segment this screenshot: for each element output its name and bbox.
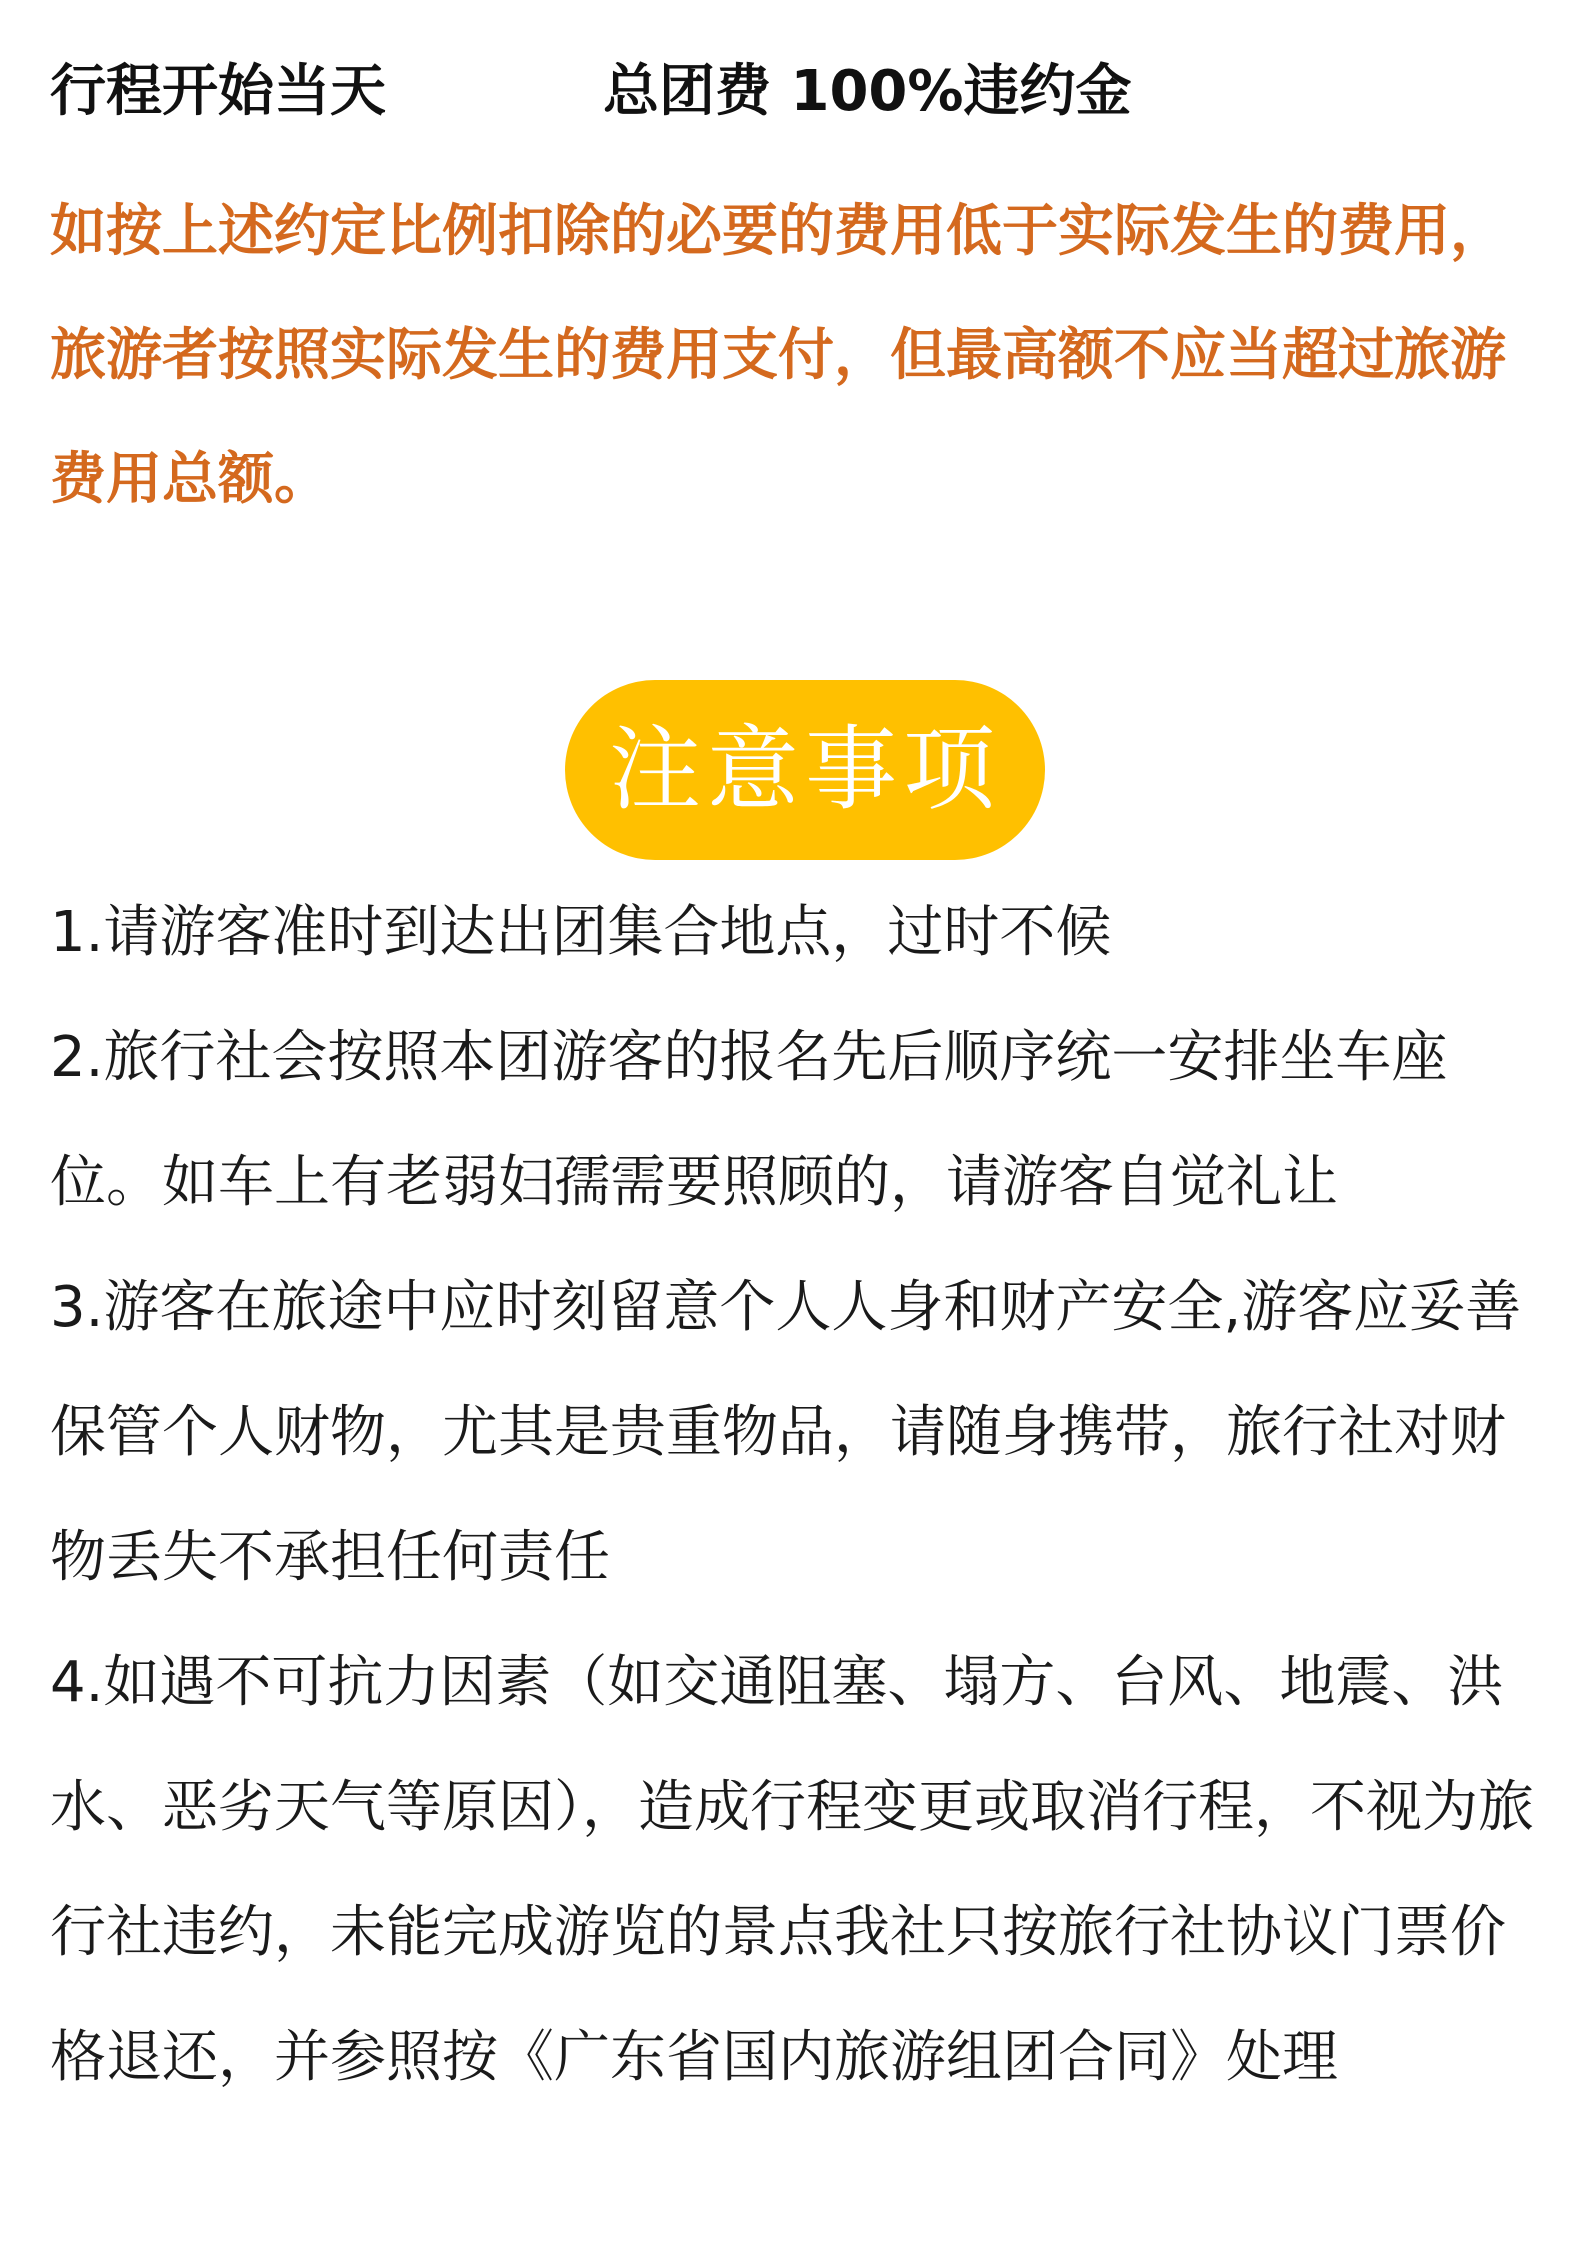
penalty-amount-label: 总团费 100%违约金 (603, 59, 1132, 124)
notice-title-badge: 注意事项 (565, 680, 1045, 860)
notice-item-4: 4.如遇不可抗力因素（如交通阻塞、塌方、台风、地震、洪水、恶劣天气等原因），造成行程变更或取消行程，不视为旅行社违约，未能完成游览的景点我社只按旅行社协议门票价格退还，并参照按《广东省国内旅游组团合同》处理 (50, 1650, 1534, 2090)
penalty-timing-label: 行程开始当天 (50, 59, 386, 124)
notice-item-1: 1.请游客准时到达出团集合地点，过时不候 (50, 900, 1112, 965)
penalty-note: 如按上述约定比例扣除的必要的费用低于实际发生的费用，旅游者按照实际发生的费用支付，但最高额不应当超过旅游费用总额。 (50, 199, 1506, 512)
notice-list (50, 870, 1550, 2120)
penalty-row (50, 52, 1550, 132)
notice-item-3: 3.游客在旅途中应时刻留意个人人身和财产安全,游客应妥善保管个人财物，尤其是贵重物品，请随身携带，旅行社对财物丢失不承担任何责任 (50, 1275, 1522, 1590)
notice-item-2: 2.旅行社会按照本团游客的报名先后顺序统一安排坐车座位。如车上有老弱妇孺需要照顾的，请游客自觉礼让 (50, 1025, 1448, 1215)
